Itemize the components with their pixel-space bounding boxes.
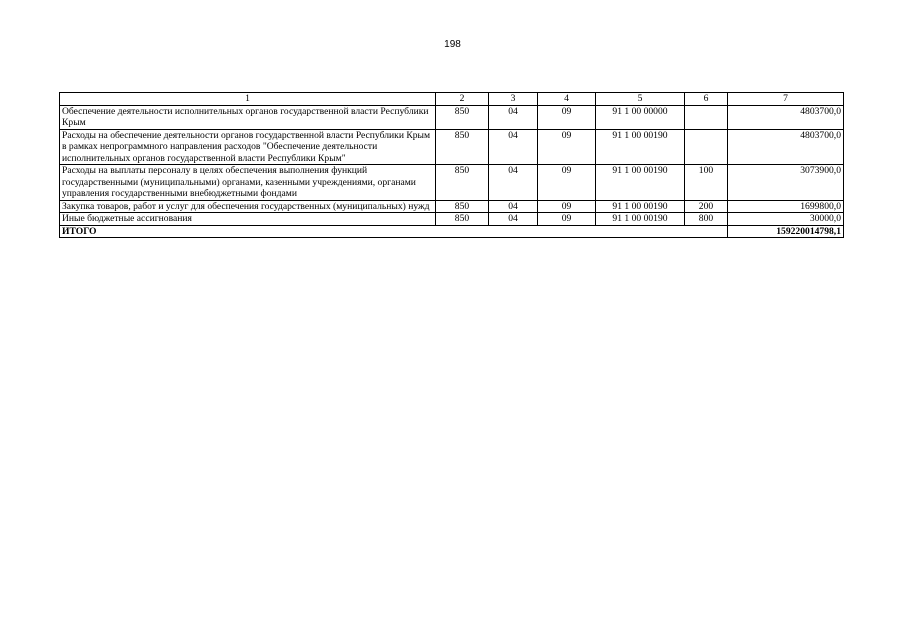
row-amount: 4803700,0 — [728, 129, 844, 165]
row-description: Обеспечение деятельности исполнительных органов государственной власти Республики Крым — [60, 105, 436, 129]
row-section-code: 04 — [489, 165, 538, 201]
row-description: Иные бюджетные ассигнования — [60, 213, 436, 226]
page-number: 198 — [444, 39, 461, 50]
column-header: 2 — [436, 93, 489, 106]
row-description: Расходы на выплаты персоналу в целях обеспечения выполнения функций государственными (муниципальными) органами, казенными учреждениями, органами управления государственными внебюджетными фондами — [60, 165, 436, 201]
row-amount: 30000,0 — [728, 213, 844, 226]
row-target-article: 91 1 00 00190 — [596, 213, 685, 226]
row-section-code: 04 — [489, 200, 538, 213]
row-amount: 4803700,0 — [728, 105, 844, 129]
column-header: 3 — [489, 93, 538, 106]
row-subsection-code: 09 — [538, 129, 596, 165]
row-section-code: 04 — [489, 129, 538, 165]
row-section-code: 04 — [489, 105, 538, 129]
column-header: 4 — [538, 93, 596, 106]
total-label: ИТОГО — [60, 225, 728, 238]
row-expense-type: 100 — [685, 165, 728, 201]
row-subsection-code: 09 — [538, 105, 596, 129]
row-target-article: 91 1 00 00190 — [596, 129, 685, 165]
column-header: 6 — [685, 93, 728, 106]
row-ministry-code: 850 — [436, 105, 489, 129]
row-ministry-code: 850 — [436, 129, 489, 165]
row-amount: 3073900,0 — [728, 165, 844, 201]
row-subsection-code: 09 — [538, 165, 596, 201]
total-row — [60, 225, 844, 238]
column-header: 1 — [60, 93, 436, 106]
row-section-code: 04 — [489, 213, 538, 226]
row-subsection-code: 09 — [538, 200, 596, 213]
row-target-article: 91 1 00 00190 — [596, 165, 685, 201]
column-header: 7 — [728, 93, 844, 106]
row-subsection-code: 09 — [538, 213, 596, 226]
row-ministry-code: 850 — [436, 200, 489, 213]
row-description: Расходы на обеспечение деятельности органов государственной власти Республики Крым в рамках непрограммного направления расходов "Обеспечение деятельности исполнительных органов государственной власти Республики Крым" — [60, 129, 436, 165]
table-row — [60, 200, 844, 213]
row-ministry-code: 850 — [436, 213, 489, 226]
column-header: 5 — [596, 93, 685, 106]
row-description: Закупка товаров, работ и услуг для обеспечения государственных (муниципальных) нужд — [60, 200, 436, 213]
row-ministry-code: 850 — [436, 165, 489, 201]
row-expense-type — [685, 105, 728, 129]
table-row — [60, 165, 844, 201]
table-header-row — [60, 93, 844, 106]
budget-table — [59, 92, 844, 238]
table-row — [60, 213, 844, 226]
row-expense-type: 200 — [685, 200, 728, 213]
table-row — [60, 129, 844, 165]
row-expense-type: 800 — [685, 213, 728, 226]
table-row — [60, 105, 844, 129]
total-amount: 159220014798,1 — [728, 225, 844, 238]
row-amount: 1699800,0 — [728, 200, 844, 213]
row-expense-type — [685, 129, 728, 165]
row-target-article: 91 1 00 00190 — [596, 200, 685, 213]
row-target-article: 91 1 00 00000 — [596, 105, 685, 129]
